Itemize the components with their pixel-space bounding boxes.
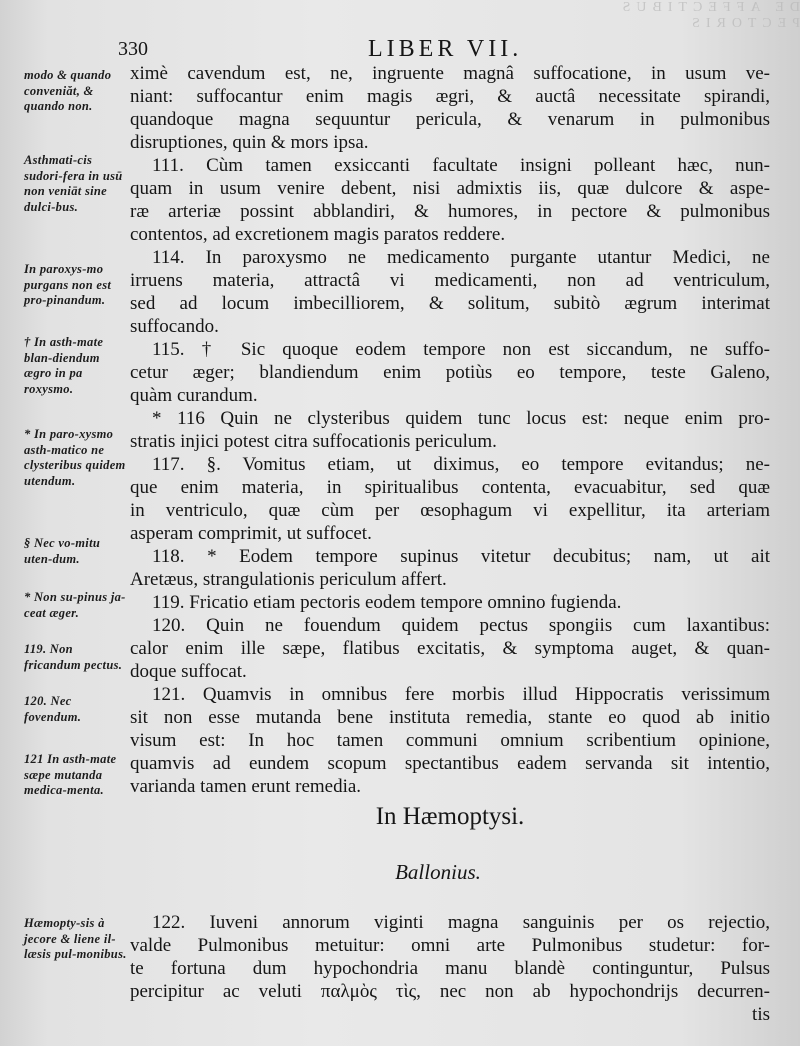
text-line: quàm curandum. [130,385,258,406]
text-line: 117. §. Vomitus etiam, ut diximus, eo tempore evitandus; ne- [152,454,770,475]
text-line: * 116 Quin ne clysteribus quidem tunc locus est: neque enim pro- [152,408,770,429]
margin-note: 119. Non fricandum pectus. [24,642,123,672]
margin-note: 120. Nec fovendum. [24,694,82,724]
margin-note: In paroxys-mo purgans non est pro-pinandum. [24,262,112,307]
text-line: cetur æger; blandiendum enim potiùs eo tempore, teste Galeno, [130,362,770,383]
text-line: 111. Cùm tamen exsiccanti facultate insigni polleant hæc, nun- [152,155,770,176]
text-line: percipitur ac veluti παλμὸς τὶς, nec non ab hypochondrijs decurren- [130,981,770,1002]
text-line: te fortuna dum hypochondria manu blandè continguntur, Pulsus [130,958,770,979]
text-line: asperam comprimit, ut suffocet. [130,523,372,544]
text-line: varianda tamen erunt remedia. [130,776,362,797]
text-line: 114. In paroxysmo ne medicamento purgante utantur Medici, ne [152,247,770,268]
text-line: visum est: In hoc tamen communi omnium scribentium opinione, [130,730,770,751]
text-line: disruptiones, quin & mors ipsa. [130,132,369,153]
text-line: suffocando. [130,316,219,337]
text-line: Aretæus, strangulationis periculum affert. [130,569,447,590]
text-line: sit non esse mutanda bene instituta remedia, stante eo quod ab initio [130,707,770,728]
section-author: Ballonius. [395,860,481,884]
running-title: LIBER VII. [368,36,523,62]
text-line: irruens materia, attractâ vi medicamenti, non ad ventriculum, [130,270,770,291]
text-line: quam in usum venire debent, nisi admixtis iis, quæ dulcore & aspe- [130,178,770,199]
margin-note: * In paro-xysmo asth-matico ne clysteribus quidem utendum. [24,427,126,488]
text-line: ræ arteriæ possint abblandiri, & humores, in pectore & pulmonibus [130,201,770,222]
margin-note: † In asth-mate blan-diendum ægro in pa roxysmo. [24,335,104,396]
text-line: 115. † Sic quoque eodem tempore non est siccandum, ne suffo- [152,339,770,360]
text-line: in ventriculo, quæ cùm per œsophagum vi expellitur, ita arteriam [130,500,770,521]
text-line: contentos, ad excretionem magis paratos reddere. [130,224,506,245]
bleed-through-text: DE AFFECTIBUS PECTORIS [616,0,800,31]
text-line: 120. Quin ne fouendum quidem pectus spongiis cum laxantibus: [152,615,770,636]
text-line: que enim materia, in spiritualibus contenta, evacuabitur, sed quæ [130,477,770,498]
text-line: doque suffocat. [130,661,247,682]
text-line: quandoque magna sequuntur pericula, & venarum in pulmonibus [130,109,770,130]
margin-note: § Nec vo-mitu uten-dum. [24,536,101,566]
page-number: 330 [118,38,148,60]
text-line: stratis injici potest citra suffocationis periculum. [130,431,497,452]
text-line: ximè cavendum est, ne, ingruente magnâ suffocatione, in usum ve- [130,63,770,84]
text-line: niant: suffocantur enim magis ægri, & auctâ necessitate spirandi, [130,86,770,107]
margin-note: * Non su-pinus ja-ceat æger. [24,590,126,620]
text-line: calor enim ille sæpe, flatibus excitatis, & symptoma auget, & quan- [130,638,770,659]
text-line: 118. * Eodem tempore supinus vitetur decubitus; nam, ut ait [152,546,770,567]
text-line: 122. Iuveni annorum viginti magna sanguinis per os rejectio, [152,912,770,933]
catchword: tis [752,1004,770,1025]
text-line: quamvis ad eundem scopum spectantibus eadem servanda sit intentio, [130,753,770,774]
margin-note: modo & quando conveniăt, & quando non. [24,68,112,113]
section-title: In Hæmoptysi. [375,803,525,830]
text-line: sed ad locum imbecilliorem, & solitum, subitò ægrum interimat [130,293,770,314]
text-line: 121. Quamvis in omnibus fere morbis illud Hippocratis verissimum [152,684,770,705]
text-line: valde Pulmonibus metuitur: omni arte Pulmonibus studetur: for- [130,935,770,956]
margin-note: 121 In asth-mate sæpe mutanda medica-menta. [24,752,117,797]
margin-note: Hæmopty-sis à jecore & liene il-læsis pul-monibus. [24,916,127,961]
text-line: 119. Fricatio etiam pectoris eodem tempore omnino fugienda. [152,592,622,613]
margin-note: Asthmati-cis sudori-fera in usū non veniāt sine dulci-bus. [24,153,123,214]
